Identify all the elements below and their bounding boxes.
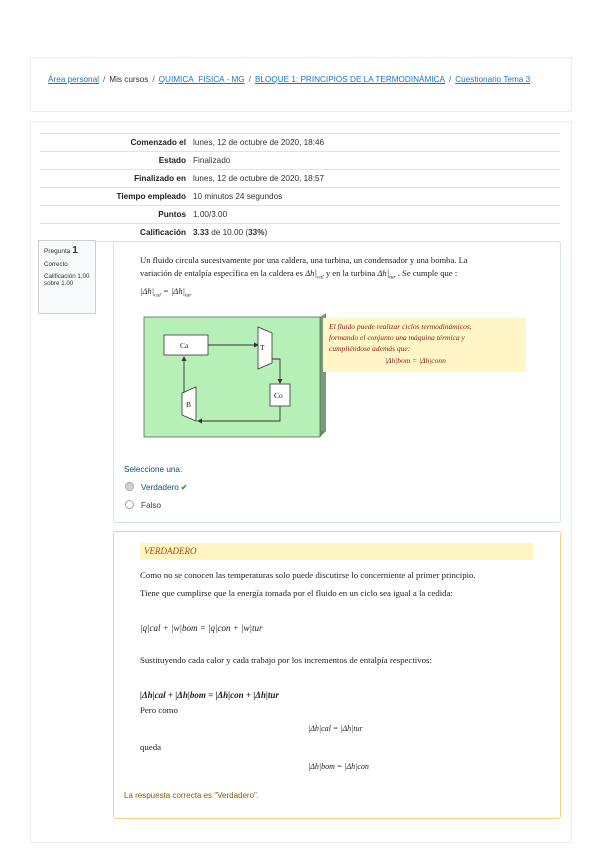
caldera-label: Ca <box>180 341 189 350</box>
feedback-paragraph-4: Pero como <box>140 705 178 715</box>
grade-percent: 33% <box>248 228 265 237</box>
question-formula <box>140 285 550 303</box>
breadcrumb-card <box>30 57 572 112</box>
feedback-paragraph-3: Sustituyendo cada calor y cada trabajo por los incrementos de entalpía respectivos: <box>140 655 432 665</box>
dh-turbina: $\Delta h|_{tur}$ <box>377 268 396 281</box>
summary-row <box>40 224 560 242</box>
feedback-paragraph-5: queda <box>140 742 162 752</box>
formula-left: |Δh| <box>140 285 155 296</box>
dh-subscript-tur: tur <box>389 274 396 281</box>
turbine-label: T <box>260 343 265 352</box>
summary-value: Finalizado <box>190 152 560 170</box>
summary-row <box>40 188 560 206</box>
breadcrumb-course[interactable]: QUIMICA_FISICA - MG <box>158 75 245 84</box>
summary-label: Puntos <box>40 206 190 224</box>
right-answer-text: La respuesta correcta es "Verdadero". <box>124 791 260 800</box>
question-line-2 <box>140 267 550 285</box>
breadcrumb-separator: / <box>448 75 452 84</box>
answer-prompt: Seleccione una: <box>124 465 183 474</box>
question-grade: Calificación 1.00 sobre 1.00 <box>44 273 90 287</box>
dh-subscript-cal: cal <box>316 274 324 281</box>
breadcrumb-section[interactable]: BLOQUE 1: PRINCIPIOS DE LA TERMODINÁMICA <box>254 75 445 84</box>
formula-mid: = |Δh| <box>160 285 185 296</box>
summary-label: Comenzado el <box>40 134 190 152</box>
formula-sub-1: cal <box>154 292 161 299</box>
checkmark-icon: ✔ <box>180 483 188 492</box>
note-line-1: El fluido puede realizar ciclos termodinámicos, <box>329 322 472 331</box>
question-line-2-part-c: . Se cumple que : <box>397 268 458 278</box>
summary-value: 1.00/3.00 <box>190 206 560 224</box>
answer-option-falso[interactable] <box>125 500 161 510</box>
question-number <box>44 245 90 256</box>
grade-close: ) <box>264 228 268 237</box>
feedback-equation-3: |Δh|cal = |Δh|tur <box>308 724 363 733</box>
thermo-cycle-diagram <box>140 313 540 443</box>
summary-value: lunes, 12 de octubre de 2020, 18:46 <box>190 134 560 152</box>
grade-total: de 10.00 ( <box>208 228 249 237</box>
note-line-3: cumpliéndose además que: <box>329 344 411 353</box>
breadcrumb-home[interactable]: Área personal <box>48 75 99 84</box>
dh-symbol: Δh <box>377 268 387 278</box>
question-line-2-part-a: variación de entalpía específica en la caldera es <box>140 268 306 278</box>
note-line-2: formando el conjunto una máquina térmica y <box>329 333 465 342</box>
question-text <box>140 254 550 302</box>
answer-option-verdadero[interactable] <box>125 482 188 492</box>
grade-value: 3.33 <box>193 228 209 237</box>
question-line-2-part-b: y en la turbina <box>325 268 378 278</box>
summary-label: Finalizado en <box>40 170 190 188</box>
breadcrumb-separator: / <box>152 75 155 84</box>
attempt-summary-table <box>40 133 560 242</box>
question-info-panel <box>38 240 96 314</box>
summary-row <box>40 206 560 224</box>
summary-value: 10 minutos 24 segundos <box>190 188 560 206</box>
summary-value <box>190 224 560 242</box>
feedback-equation-4: |Δh|bom = |Δh|con <box>308 762 369 771</box>
summary-value: lunes, 12 de octubre de 2020, 18:57 <box>190 170 560 188</box>
breadcrumb-quiz[interactable]: Cuestionario Tema 3 <box>455 75 531 84</box>
feedback-equation-2: |Δh|cal + |Δh|bom = |Δh|con + |Δh|tur <box>140 690 279 700</box>
summary-row <box>40 134 560 152</box>
feedback-paragraph-2: Tiene que cumplirse que la energía tomada por el fluido en un ciclo sea igual a la cedida: <box>140 588 453 598</box>
breadcrumb-separator: / <box>102 75 106 84</box>
summary-label: Calificación <box>40 224 190 242</box>
option-label: Verdadero <box>141 483 179 492</box>
pump-label: B <box>186 400 192 409</box>
feedback-equation-1: |q|cal + |w|bom = |q|con + |w|tur <box>140 623 263 633</box>
question-state: Correcto <box>44 261 68 268</box>
note-formula: |Δh|bom = |Δh|conn <box>385 356 446 365</box>
option-label: Falso <box>141 501 162 510</box>
breadcrumb <box>48 75 530 84</box>
question-number-label: Pregunta <box>44 248 71 255</box>
dh-symbol: Δh <box>305 268 315 278</box>
radio-unselected[interactable] <box>125 500 134 509</box>
condensador-label: Co <box>274 391 283 400</box>
breadcrumb-courses: Mis cursos <box>109 75 149 84</box>
summary-label: Tiempo empleado <box>40 188 190 206</box>
formula-sub-2: tur <box>184 292 192 299</box>
radio-selected[interactable] <box>125 482 134 491</box>
dh-caldera: $\Delta h|_{cal}$ <box>305 268 324 281</box>
summary-row <box>40 152 560 170</box>
summary-label: Estado <box>40 152 190 170</box>
breadcrumb-separator: / <box>248 75 251 84</box>
question-line-1: Un fluido circula sucesivamente por una caldera, una turbina, un condensador y una bomba. La <box>140 255 468 265</box>
question-number-value: 1 <box>72 245 78 256</box>
feedback-title: VERDADERO <box>140 543 533 560</box>
summary-row <box>40 170 560 188</box>
feedback-paragraph-1: Como no se conocen las temperaturas solo puede discutirse lo concerniente al primer principio. <box>140 570 476 580</box>
